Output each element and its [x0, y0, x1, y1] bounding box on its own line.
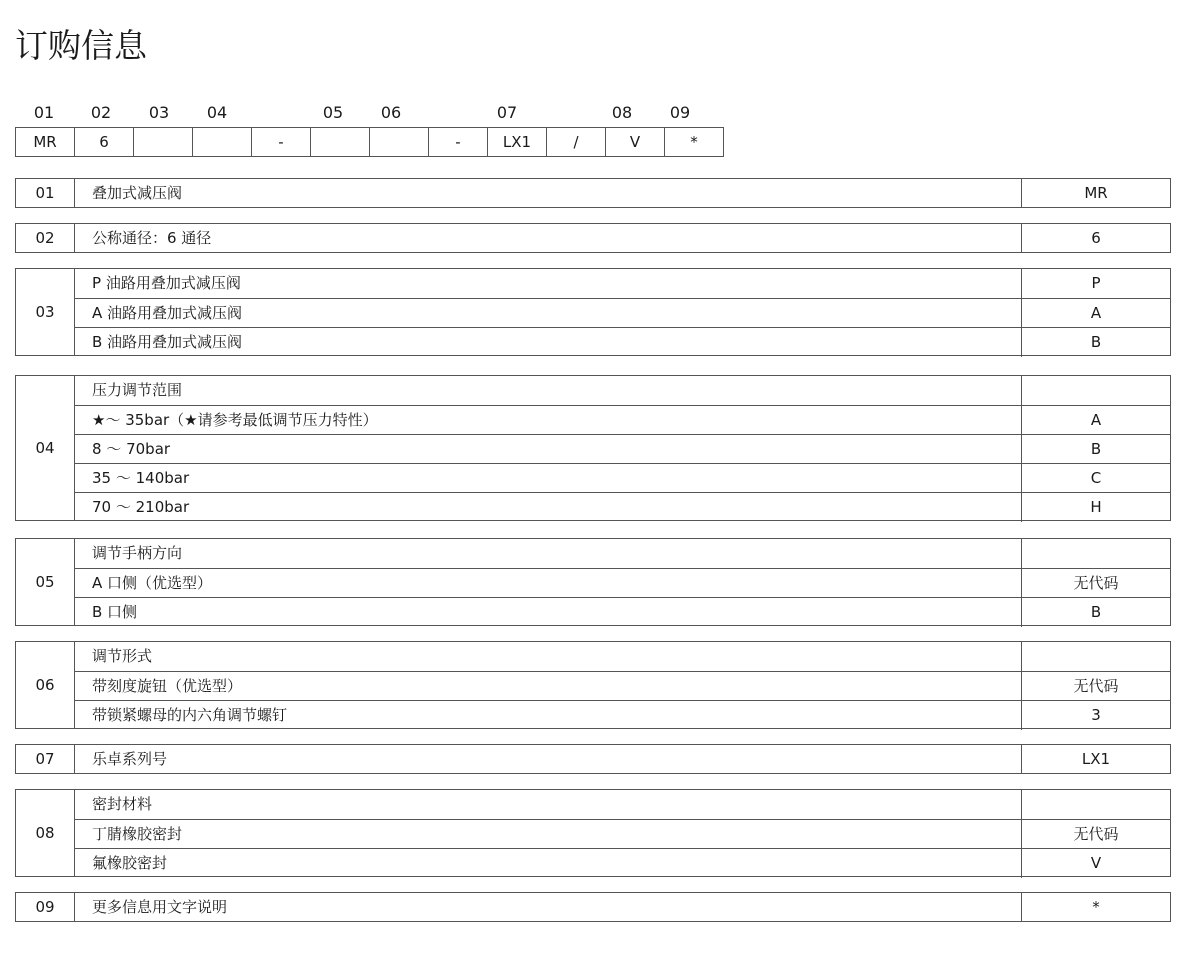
option-code	[1021, 642, 1170, 671]
code-label: 05	[322, 103, 344, 122]
option-description: 乐卓系列号	[92, 750, 168, 768]
code-label: 02	[90, 103, 112, 122]
option-code	[1021, 539, 1170, 568]
option-description: 压力调节范围	[92, 381, 183, 399]
option-row	[74, 405, 1170, 435]
option-code: C	[1021, 464, 1170, 493]
code-label: 06	[380, 103, 402, 122]
option-description: ★～ 35bar（★请参考最低调节压力特性）	[92, 411, 378, 429]
option-code: MR	[1021, 179, 1170, 208]
code-box: 6	[74, 127, 134, 157]
group-number: 09	[16, 893, 75, 921]
option-row	[74, 327, 1170, 357]
option-code: LX1	[1021, 745, 1170, 774]
option-description: 调节手柄方向	[92, 544, 183, 562]
group-number: 05	[16, 539, 75, 625]
option-row	[74, 492, 1170, 522]
option-row	[74, 819, 1170, 849]
option-code: B	[1021, 328, 1170, 357]
option-description: 调节形式	[92, 647, 153, 665]
code-label: 08	[611, 103, 633, 122]
option-code: A	[1021, 299, 1170, 328]
option-description: 带锁紧螺母的内六角调节螺钉	[92, 706, 288, 724]
code-label: 03	[148, 103, 170, 122]
option-code: *	[1021, 893, 1170, 922]
code-box: /	[546, 127, 606, 157]
code-box	[369, 127, 429, 157]
option-description: 氟橡胶密封	[92, 854, 168, 872]
option-row	[74, 568, 1170, 598]
option-row	[74, 848, 1170, 878]
option-description: 带刻度旋钮（优选型）	[92, 677, 243, 695]
option-description: 8 ～ 70bar	[92, 440, 171, 458]
option-description: 更多信息用文字说明	[92, 898, 228, 916]
option-group-06	[15, 641, 1171, 729]
option-description: B 口侧	[92, 603, 138, 621]
option-group-04	[15, 375, 1171, 521]
code-box: -	[251, 127, 311, 157]
option-group-07	[15, 744, 1171, 774]
option-row	[74, 539, 1170, 568]
group-number: 01	[16, 179, 75, 207]
option-row	[74, 642, 1170, 671]
option-description: B 油路用叠加式减压阀	[92, 333, 243, 351]
option-description: 丁腈橡胶密封	[92, 825, 183, 843]
option-description: 70 ～ 210bar	[92, 498, 190, 516]
code-box	[133, 127, 193, 157]
option-code: 无代码	[1021, 569, 1170, 598]
option-code: P	[1021, 269, 1170, 298]
group-number: 02	[16, 224, 75, 252]
option-row	[74, 671, 1170, 701]
option-group-01	[15, 178, 1171, 208]
option-description: 密封材料	[92, 795, 153, 813]
code-label: 01	[33, 103, 55, 122]
option-group-02	[15, 223, 1171, 253]
option-description: A 油路用叠加式减压阀	[92, 304, 243, 322]
option-row	[74, 463, 1170, 493]
group-number: 03	[16, 269, 75, 355]
option-description: 叠加式减压阀	[92, 184, 183, 202]
code-label: 09	[669, 103, 691, 122]
option-row	[74, 179, 1170, 208]
option-description: 35 ～ 140bar	[92, 469, 190, 487]
option-code: 3	[1021, 701, 1170, 730]
option-code	[1021, 376, 1170, 405]
option-code: B	[1021, 435, 1170, 464]
code-box: LX1	[487, 127, 547, 157]
code-box: *	[664, 127, 724, 157]
option-row	[74, 434, 1170, 464]
option-code: A	[1021, 406, 1170, 435]
option-row	[74, 597, 1170, 627]
code-box: -	[428, 127, 488, 157]
code-box: V	[605, 127, 665, 157]
option-code: B	[1021, 598, 1170, 627]
option-row	[74, 745, 1170, 774]
option-group-05	[15, 538, 1171, 626]
option-row	[74, 376, 1170, 405]
group-number: 07	[16, 745, 75, 773]
option-row	[74, 893, 1170, 922]
option-code: 6	[1021, 224, 1170, 253]
option-row	[74, 269, 1170, 298]
ordering-code-boxes	[15, 127, 724, 157]
option-group-03	[15, 268, 1171, 356]
option-code	[1021, 790, 1170, 819]
code-box	[192, 127, 252, 157]
option-group-09	[15, 892, 1171, 922]
option-description: 公称通径：6 通径	[92, 229, 212, 247]
option-row	[74, 700, 1170, 730]
option-row	[74, 224, 1170, 253]
code-box: MR	[15, 127, 75, 157]
page-title: 订购信息	[15, 26, 147, 65]
option-code: 无代码	[1021, 820, 1170, 849]
option-description: A 口侧（优选型）	[92, 574, 213, 592]
code-label: 04	[206, 103, 228, 122]
option-code: H	[1021, 493, 1170, 522]
group-number: 08	[16, 790, 75, 876]
option-description: P 油路用叠加式减压阀	[92, 274, 241, 292]
code-label: 07	[496, 103, 518, 122]
group-number: 04	[16, 376, 75, 520]
code-position-labels	[15, 101, 715, 125]
option-code: 无代码	[1021, 672, 1170, 701]
group-number: 06	[16, 642, 75, 728]
option-code: V	[1021, 849, 1170, 878]
option-group-08	[15, 789, 1171, 877]
option-row	[74, 298, 1170, 328]
option-row	[74, 790, 1170, 819]
code-box	[310, 127, 370, 157]
